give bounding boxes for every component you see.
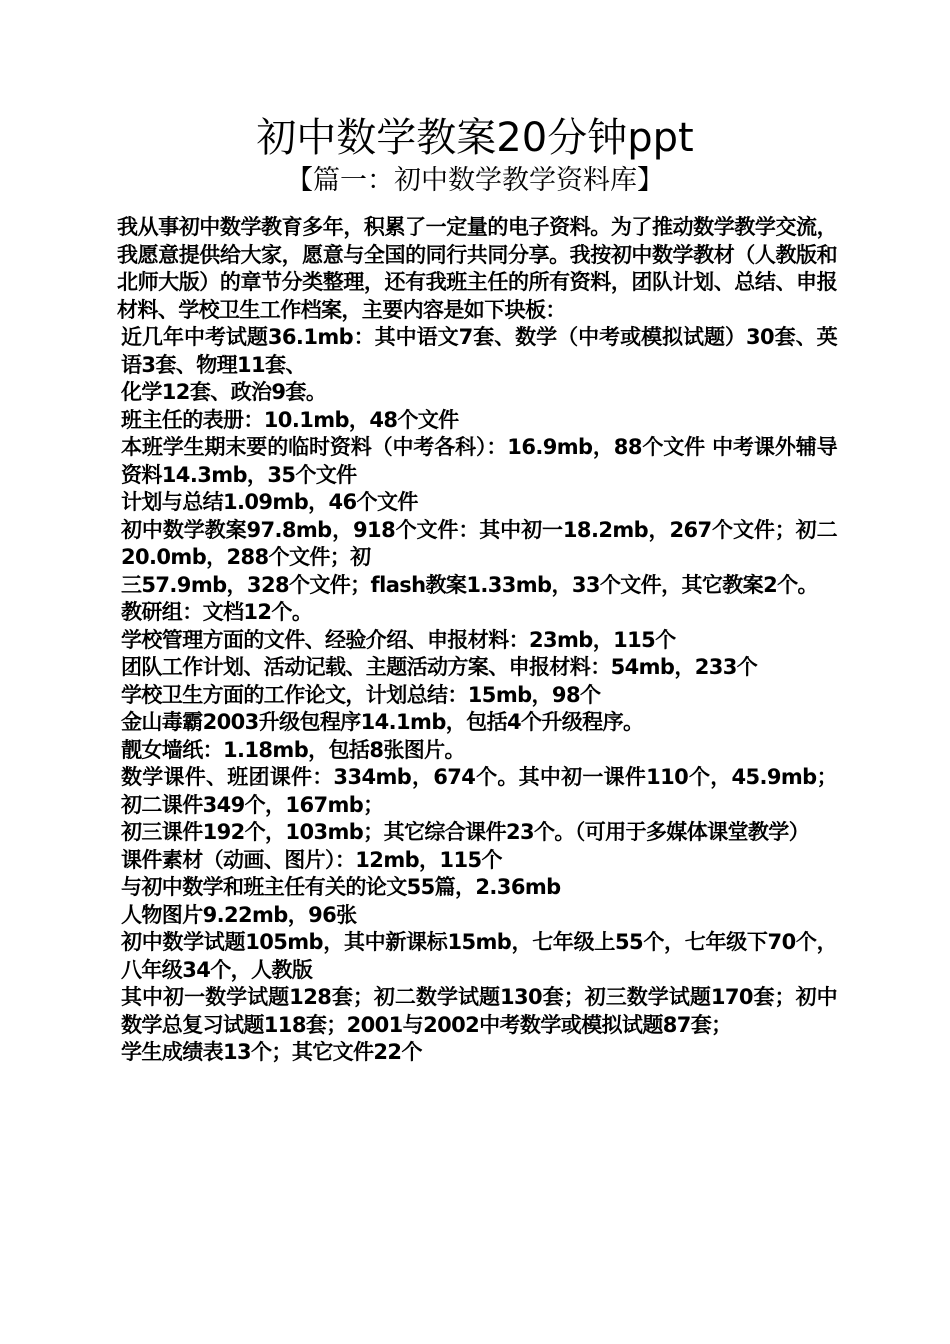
list-item: 计划与总结1.09mb，46个文件 bbox=[121, 490, 418, 514]
document-subtitle: 【篇一：初中数学教学资料库】 bbox=[286, 165, 664, 196]
list-item: 班主任的表册：10.1mb，48个文件 bbox=[121, 407, 459, 432]
list-item: 学生成绩表13个；其它文件22个 bbox=[121, 1040, 422, 1064]
list-item: 初三课件192个，103mb；其它综合课件23个。（可用于多媒体课堂教学） bbox=[121, 820, 810, 844]
list-item: 学校管理方面的文件、经验介绍、申报材料：23mb，115个 bbox=[121, 627, 676, 652]
intro-paragraph: 我从事初中数学教育多年，积累了一定量的电子资料。为了推动数学教学交流，我愿意提供给大家，愿意与全国的同行共同分享。我按初中数学教材（人教版和北师大版）的章节分类整理，还有我班主任的所有资料，团队计划、总结、申报材料、学校卫生工作档案，主要内容是如下块板： bbox=[117, 215, 837, 322]
document-body bbox=[117, 214, 837, 1067]
list-item: 课件素材（动画、图片）：12mb，115个 bbox=[121, 847, 502, 872]
list-item: 初中数学试题105mb，其中新课标15mb，七年级上55个，七年级下70个，八年级34个，人教版 bbox=[121, 930, 837, 982]
list-item: 化学12套、政治9套。 bbox=[121, 380, 327, 404]
list-item: 学校卫生方面的工作论文，计划总结：15mb，98个 bbox=[121, 682, 601, 707]
list-item: 靓女墙纸：1.18mb，包括8张图片。 bbox=[121, 737, 465, 762]
list-item: 数学课件、班团课件：334mb，674个。其中初一课件110个，45.9mb；初二课件349个，167mb； bbox=[121, 765, 837, 817]
list-item: 教研组：文档12个。 bbox=[121, 600, 313, 624]
list-item: 初中数学教案97.8mb，918个文件：其中初一18.2mb，267个文件；初二20.0mb，288个文件；初 bbox=[121, 517, 837, 569]
list-item: 团队工作计划、活动记载、主题活动方案、申报材料：54mb，233个 bbox=[121, 655, 758, 679]
list-item: 人物图片9.22mb，96张 bbox=[121, 902, 357, 927]
document-title: 初中数学教案20分钟ppt bbox=[256, 115, 694, 161]
list-item: 金山毒霸2003升级包程序14.1mb，包括4个升级程序。 bbox=[121, 710, 644, 734]
list-item: 三57.9mb，328个文件；flash教案1.33mb，33个文件，其它教案2个。 bbox=[121, 572, 818, 597]
list-item: 近几年中考试题36.1mb：其中语文7套、数学（中考或模拟试题）30套、英语3套、物理11套、 bbox=[121, 325, 837, 377]
list-item: 与初中数学和班主任有关的论文55篇，2.36mb bbox=[121, 875, 561, 899]
list-item: 其中初一数学试题128套；初二数学试题130套；初三数学试题170套；初中数学总复习试题118套；2001与2002中考数学或模拟试题87套； bbox=[121, 985, 837, 1037]
list-item: 本班学生期末要的临时资料（中考各科）：16.9mb，88个文件 中考课外辅导资料14.3mb，35个文件 bbox=[121, 435, 837, 487]
